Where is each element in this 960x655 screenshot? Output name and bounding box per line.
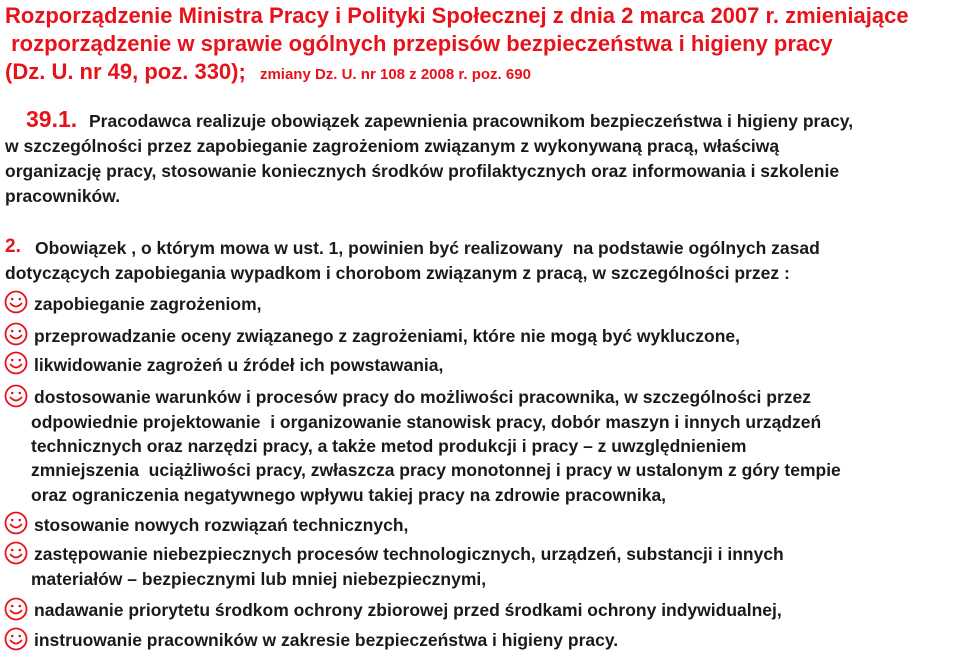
smiley-icon	[3, 321, 29, 347]
bullet-2-line-1: przeprowadzanie oceny związanego z zagrożeniami, które nie mogą być wykluczone,	[34, 326, 741, 346]
bullet-4-line-2: odpowiednie projektowanie i organizowanie stanowisk pracy, dobór maszyn i innych urządzeń	[31, 412, 822, 432]
section-1-line-4: pracowników.	[5, 186, 121, 206]
smiley-icon	[3, 289, 29, 315]
title-line-1: Rozporządzenie Ministra Pracy i Polityki Społecznej z dnia 2 marca 2007 r. zmieniające	[5, 3, 909, 28]
bullet-5-line-1: stosowanie nowych rozwiązań technicznych,	[34, 515, 409, 535]
section-2-line-1: Obowiązek , o którym mowa w ust. 1, powinien być realizowany na podstawie ogólnych zasad	[35, 238, 820, 258]
amendment-note: zmiany Dz. U. nr 108 z 2008 r. poz. 690	[259, 66, 531, 83]
bullet-6-line-2: materiałów – bezpiecznymi lub mniej niebezpiecznymi,	[31, 569, 487, 589]
legal-reference: (Dz. U. nr 49, poz. 330);	[5, 59, 246, 84]
bullet-6-line-1: zastępowanie niebezpiecznych procesów technologicznych, urządzeń, substancji i innych	[34, 544, 784, 564]
bullet-7-line-1: nadawanie priorytetu środkom ochrony zbiorowej przed środkami ochrony indywidualnej,	[34, 600, 782, 620]
section-1-line-3: organizację pracy, stosowanie koniecznych środków profilaktycznych oraz informowania i szkolenie	[5, 161, 840, 181]
bullet-1-line-1: zapobieganie zagrożeniom,	[34, 294, 262, 314]
smiley-icon	[3, 350, 29, 376]
smiley-icon	[3, 540, 29, 566]
bullet-4-line-3: technicznych oraz narzędzi pracy, a także metod produkcji i pracy – z uwzględnieniem	[31, 436, 747, 456]
section-1-line-2: w szczególności przez zapobieganie zagrożeniom związanym z wykonywaną pracą, właściwą	[5, 136, 780, 156]
smiley-icon	[3, 626, 29, 652]
bullet-8-line-1: instruowanie pracowników w zakresie bezpieczeństwa i higieny pracy.	[34, 630, 619, 650]
smiley-icon	[3, 510, 29, 536]
title-line-2: rozporządzenie w sprawie ogólnych przepisów bezpieczeństwa i higieny pracy	[5, 31, 833, 56]
smiley-icon	[3, 383, 29, 409]
bullet-3-line-1: likwidowanie zagrożeń u źródeł ich powstawania,	[34, 355, 444, 375]
section-number-39-1: 39.1.	[26, 106, 78, 132]
bullet-4-line-1: dostosowanie warunków i procesów pracy do możliwości pracownika, w szczególności przez	[34, 387, 811, 407]
bullet-4-line-5: oraz ograniczenia negatywnego wpływu takiej pracy na zdrowie pracownika,	[31, 485, 667, 505]
section-1-line-1: Pracodawca realizuje obowiązek zapewnienia pracownikom bezpieczeństwa i higieny pracy,	[89, 111, 854, 131]
section-number-2: 2.	[5, 236, 21, 257]
bullet-4-line-4: zmniejszenia uciążliwości pracy, zwłaszcza pracy monotonnej i pracy w ustalonym z góry tempie	[31, 460, 841, 480]
smiley-icon	[3, 596, 29, 622]
section-2-line-2: dotyczących zapobiegania wypadkom i chorobom związanym z pracą, w szczególności przez :	[5, 263, 790, 283]
title-line-3	[5, 58, 531, 89]
